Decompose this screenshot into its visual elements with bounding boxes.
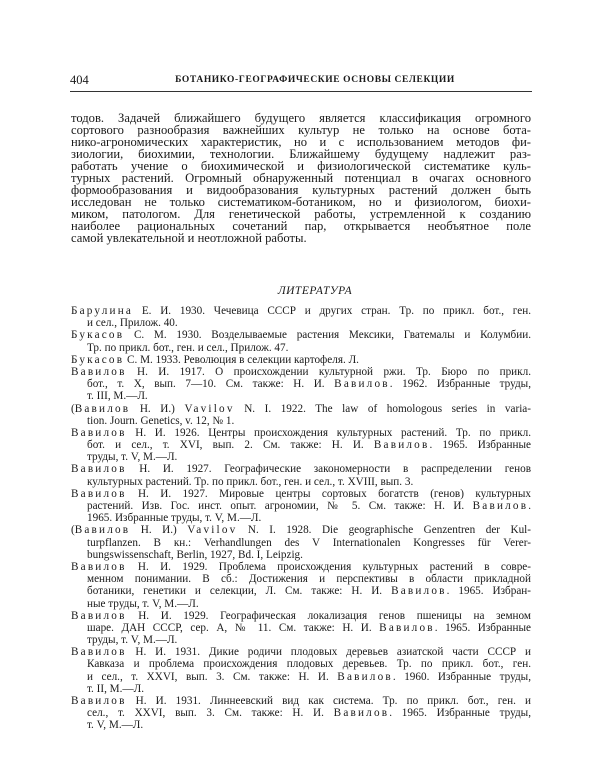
reference-list bbox=[71, 305, 531, 732]
reference-line bbox=[71, 573, 531, 585]
reference-line bbox=[71, 329, 531, 341]
reference-text: Н. И. 1931. Линнеевский вид как система. Тр. по прикл. бот., ген. и bbox=[126, 695, 531, 707]
reference-line bbox=[71, 390, 531, 402]
reference-author: Вавилов bbox=[472, 500, 529, 512]
reference-author: Вавилов bbox=[391, 585, 447, 598]
reference-line bbox=[71, 683, 531, 695]
reference-author: Вавилов bbox=[71, 365, 127, 378]
reference-line bbox=[71, 439, 531, 451]
reference-text: Н. И. 1927. Географические закономерности в распределении генов bbox=[126, 463, 531, 476]
page-number: 404 bbox=[70, 73, 89, 87]
reference-text: ( bbox=[71, 402, 75, 415]
body-line: формообразования и видообразования культурных растений должен быть bbox=[71, 183, 531, 197]
reference-text: . bbox=[528, 500, 531, 512]
reference-text: труды, т. V, М.—Л. bbox=[87, 451, 178, 464]
reference-text: С. М. 1933. Революция в селекции картофеля. Л. bbox=[124, 353, 359, 366]
reference-line bbox=[71, 342, 531, 354]
header-rule bbox=[70, 91, 532, 92]
reference-entry bbox=[71, 488, 531, 525]
reference-line bbox=[71, 695, 531, 707]
reference-line bbox=[71, 366, 531, 378]
literature-heading: ЛИТЕРАТУРА bbox=[277, 285, 353, 297]
reference-text: Кавказа и проблема происхождения плодовых деревьев. Тр. по прикл. бот., ген. bbox=[87, 658, 531, 671]
reference-text: бот. и сел., т. XVI, вып. 2. См. также: Н. И. bbox=[87, 439, 374, 452]
body-line: исследован не только систематиком-ботаником, но и физиологом, биохи- bbox=[71, 195, 531, 209]
reference-text: . 1965. Избранные bbox=[429, 439, 531, 452]
reference-author: Вавилов bbox=[373, 439, 430, 452]
reference-text: . 1965. Избранные труды, bbox=[389, 707, 531, 720]
reference-entry bbox=[71, 366, 531, 403]
reference-text: 1965. Избранные труды, т. V, М.—Л. bbox=[87, 512, 262, 525]
reference-line bbox=[71, 378, 531, 390]
reference-author: Вавилов bbox=[71, 695, 127, 707]
reference-line bbox=[71, 463, 531, 475]
reference-line bbox=[71, 622, 531, 634]
reference-text: . 1965. Избран- bbox=[446, 585, 531, 598]
reference-text: Тр. по прикл. бот., ген. и сел., Прилож. 47. bbox=[87, 341, 289, 354]
reference-entry bbox=[71, 610, 531, 647]
reference-author: Вавилов bbox=[379, 621, 435, 634]
body-line: миком, патологом. Для генетической работы, устремленной к созданию bbox=[71, 207, 531, 221]
reference-line bbox=[71, 476, 531, 488]
reference-entry bbox=[71, 427, 531, 464]
reference-text: . 1965. Избранные bbox=[434, 621, 531, 634]
reference-text: N. I. 1922. The law of homologous series in varia- bbox=[234, 402, 531, 415]
reference-author: Барулина bbox=[71, 305, 134, 317]
reference-author: Vavilov bbox=[184, 402, 235, 415]
reference-text: т. II, М.—Л. bbox=[87, 682, 145, 695]
reference-line bbox=[71, 427, 531, 439]
reference-text: Е. И. 1930. Чечевица СССР и других стран. Тр. по прикл. бот., ген. bbox=[133, 305, 531, 317]
reference-line bbox=[71, 403, 531, 415]
running-title: БОТАНИКО-ГЕОГРАФИЧЕСКИЕ ОСНОВЫ СЕЛЕКЦИИ bbox=[175, 75, 455, 85]
reference-text: turpflanzen. В кн.: Verhandlungen des V Internationalen Kongresses für Verer- bbox=[87, 536, 531, 549]
reference-entry bbox=[71, 561, 531, 610]
reference-text: растений. Изв. Гос. инст. опыт. агрономии, № 5. См. также: Н. И. bbox=[87, 500, 473, 512]
reference-entry bbox=[71, 524, 531, 561]
reference-author: Вавилов bbox=[74, 524, 131, 537]
reference-text: Н. И. 1927. Мировые центры сортовых богатств (генов) культурных bbox=[126, 487, 531, 500]
reference-text: ботаники, генетики и селекции, Л. См. также: Н. И. bbox=[87, 585, 392, 598]
reference-author: Вавилов bbox=[337, 670, 393, 683]
body-line: турных растений. Огромный обнаруженный потенциал в очагах основного bbox=[71, 171, 531, 185]
reference-author: Вавилов bbox=[333, 707, 390, 720]
body-line: самой увлекательной и неотложной работы. bbox=[71, 231, 307, 245]
reference-text: . 1962. Избранные труды, bbox=[389, 378, 531, 391]
reference-line bbox=[71, 305, 531, 317]
body-line: работать учение о биохимической и физиологической систематике куль- bbox=[71, 159, 531, 173]
reference-line bbox=[71, 524, 531, 536]
reference-line bbox=[71, 719, 531, 731]
reference-author: Вавилов bbox=[71, 426, 127, 439]
reference-entry bbox=[71, 403, 531, 427]
reference-line bbox=[71, 537, 531, 549]
reference-line bbox=[71, 451, 531, 463]
reference-entry bbox=[71, 329, 531, 353]
reference-line bbox=[71, 671, 531, 683]
reference-line bbox=[71, 646, 531, 658]
reference-line bbox=[71, 354, 531, 366]
reference-author: Вавилов bbox=[71, 609, 127, 622]
reference-text: т. III, М.—Л. bbox=[87, 390, 148, 403]
reference-author: Вавилов bbox=[334, 378, 390, 391]
reference-text: ( bbox=[71, 524, 75, 537]
body-line: сортового разнообразия важнейших культур не только на основе бота- bbox=[71, 123, 531, 137]
reference-author: Вавилов bbox=[71, 463, 127, 476]
reference-text: шаре. ДАН СССР, сер. А, № 11. См. также: Н. И. bbox=[87, 621, 380, 634]
reference-author: Вавилов bbox=[74, 402, 131, 415]
reference-text: Н. И. 1931. Дикие родичи плодовых деревьев азиатской части СССР и bbox=[126, 646, 531, 659]
reference-line bbox=[71, 658, 531, 670]
reference-text: бот., т. X, вып. 7—10. См. также: Н. И. bbox=[87, 378, 335, 391]
reference-author: Вавилов bbox=[71, 646, 127, 659]
reference-line bbox=[71, 549, 531, 561]
body-paragraph bbox=[71, 112, 531, 244]
reference-line bbox=[71, 585, 531, 597]
reference-author: Vavilov bbox=[187, 524, 238, 537]
reference-text: Н. И.) bbox=[130, 524, 188, 537]
reference-text: Н. И.) bbox=[130, 402, 185, 415]
reference-line bbox=[71, 488, 531, 500]
reference-line bbox=[71, 707, 531, 719]
reference-entry bbox=[71, 646, 531, 695]
body-line: тодов. Задачей ближайшего будущего является классификация огромного bbox=[71, 111, 531, 125]
reference-text: N. I. 1928. Die geographische Genzentren der Kul- bbox=[237, 524, 531, 537]
reference-entry bbox=[71, 695, 531, 732]
reference-line bbox=[71, 317, 531, 329]
reference-line bbox=[71, 634, 531, 646]
reference-author: Вавилов bbox=[71, 560, 127, 573]
reference-text: Н. И. 1929. Географическая локализация генов пшеницы на земном bbox=[126, 609, 531, 622]
reference-entry bbox=[71, 305, 531, 329]
reference-text: Н. И. 1926. Центры происхождения культурных растений. Тр. по прикл. bbox=[126, 426, 531, 439]
reference-line bbox=[71, 512, 531, 524]
reference-text: труды, т. V, М.—Л. bbox=[87, 634, 178, 647]
body-line: зиологии, биохимии, технологии. Ближайшему будущему надлежит раз- bbox=[71, 147, 531, 161]
reference-text: менном понимании. В сб.: Достижения и перспективы в области прикладной bbox=[87, 573, 531, 586]
reference-author: Букасов bbox=[71, 329, 125, 342]
reference-text: tion. Journ. Genetics, v. 12, № 1. bbox=[87, 414, 235, 427]
reference-text: Н. И. 1929. Проблема происхождения культурных растений в совре- bbox=[126, 560, 531, 573]
reference-text: сел., т. XXVI, вып. 3. См. также: Н. И. bbox=[87, 707, 334, 720]
reference-entry bbox=[71, 463, 531, 487]
reference-author: Вавилов bbox=[71, 487, 127, 500]
reference-author: Букасов bbox=[71, 353, 125, 366]
reference-line bbox=[71, 561, 531, 573]
reference-entry bbox=[71, 354, 531, 366]
reference-text: bungswissenschaft, Berlin, 1927, Bd. I, Leipzig. bbox=[87, 548, 303, 561]
reference-line bbox=[71, 415, 531, 427]
body-line: наиболее рациональных сочетаний пар, открывается необъятное поле bbox=[71, 219, 531, 233]
reference-text: и сел., Прилож. 40. bbox=[87, 317, 178, 330]
reference-text: и сел., т. XXVI, вып. 3. См. также: Н. И. bbox=[87, 670, 338, 683]
reference-line bbox=[71, 500, 531, 512]
reference-text: ные труды, т. V, М.—Л. bbox=[87, 597, 199, 610]
reference-line bbox=[71, 610, 531, 622]
reference-text: т. V, М.—Л. bbox=[87, 719, 144, 732]
reference-text: Н. И. 1917. О происхождении культурной ржи. Тр. Бюро по прикл. bbox=[126, 365, 531, 378]
reference-text: С. М. 1930. Возделываемые растения Мексики, Гватемалы и Колумбии. bbox=[124, 329, 531, 342]
body-line: нико-агрономических характеристик, но и с использованием методов фи- bbox=[71, 135, 531, 149]
reference-text: культурных растений. Тр. по прикл. бот., ген. и сел., т. XVIII, вып. 3. bbox=[87, 475, 414, 488]
reference-text: . 1960. Избранные труды, bbox=[392, 670, 531, 683]
reference-line bbox=[71, 598, 531, 610]
